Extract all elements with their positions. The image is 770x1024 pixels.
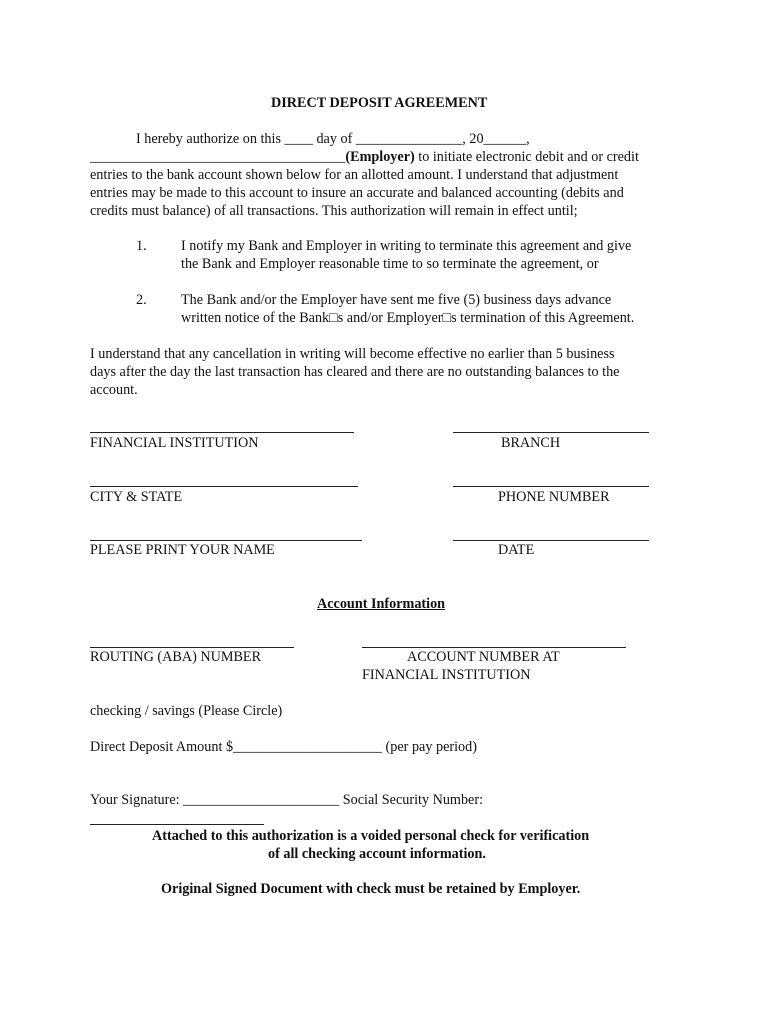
- condition-1-line-1: I notify my Bank and Employer in writing to terminate this agreement and give: [181, 238, 632, 254]
- account-number-label-line-1: ACCOUNT NUMBER AT: [407, 649, 560, 665]
- account-number-label-line-2: FINANCIAL INSTITUTION: [362, 667, 531, 683]
- print-name-label: PLEASE PRINT YOUR NAME: [90, 542, 275, 558]
- deposit-amount-field[interactable]: Direct Deposit Amount $_____________________ (per pay period): [90, 739, 477, 755]
- financial-institution-line[interactable]: [90, 432, 354, 433]
- attached-note-line-1: Attached to this authorization is a voided personal check for verification: [152, 828, 590, 844]
- date-line[interactable]: [453, 540, 649, 541]
- print-name-line[interactable]: [90, 540, 362, 541]
- condition-1-number: 1.: [136, 238, 147, 254]
- intro-line-5: credits must balance) of all transactions. This authorization will remain in effect until;: [90, 203, 578, 219]
- city-state-line[interactable]: [90, 486, 358, 487]
- phone-number-line[interactable]: [453, 486, 649, 487]
- branch-line[interactable]: [453, 432, 649, 433]
- cancellation-line-2: days after the day the last transaction has cleared and there are no outstanding balances to the: [90, 364, 620, 380]
- routing-number-label: ROUTING (ABA) NUMBER: [90, 649, 262, 665]
- ssn-line[interactable]: [90, 824, 264, 825]
- condition-2-line-1: The Bank and/or the Employer have sent me five (5) business days advance: [181, 292, 612, 308]
- financial-institution-label: FINANCIAL INSTITUTION: [90, 435, 259, 451]
- original-document-note: Original Signed Document with check must be retained by Employer.: [161, 881, 581, 897]
- signature-ssn-field[interactable]: Your Signature: ______________________ Social Security Number:: [90, 792, 484, 808]
- condition-2-number: 2.: [136, 292, 147, 308]
- intro-line-4: entries may be made to this account to insure an accurate and balanced accounting (debits and: [90, 185, 624, 201]
- branch-label: BRANCH: [501, 435, 561, 451]
- account-information-heading: Account Information: [317, 596, 446, 612]
- cancellation-line-3: account.: [90, 382, 138, 398]
- attached-note-line-2: of all checking account information.: [268, 846, 486, 862]
- document-title: DIRECT DEPOSIT AGREEMENT: [271, 95, 488, 111]
- intro-line-1: I hereby authorize on this ____ day of _______________, 20______,: [136, 131, 530, 147]
- employer-blank: ____________________________________: [90, 149, 346, 165]
- intro-line-2-rest: to initiate electronic debit and or credit: [414, 149, 639, 165]
- condition-1-line-2: the Bank and Employer reasonable time to so terminate the agreement, or: [181, 256, 599, 272]
- city-state-label: CITY & STATE: [90, 489, 183, 505]
- intro-line-2: [90, 149, 639, 166]
- phone-number-label: PHONE NUMBER: [498, 489, 610, 505]
- employer-label: (Employer): [345, 149, 415, 165]
- condition-2-line-2: written notice of the Bank□s and/or Employer□s termination of this Agreement.: [181, 310, 635, 326]
- account-number-line[interactable]: [362, 647, 626, 648]
- cancellation-line-1: I understand that any cancellation in writing will become effective no earlier than 5 business: [90, 346, 615, 362]
- checking-savings-label: checking / savings (Please Circle): [90, 703, 283, 719]
- routing-number-line[interactable]: [90, 647, 294, 648]
- date-label: DATE: [498, 542, 535, 558]
- intro-line-3: entries to the bank account shown below for an allotted amount. I understand that adjustment: [90, 167, 619, 183]
